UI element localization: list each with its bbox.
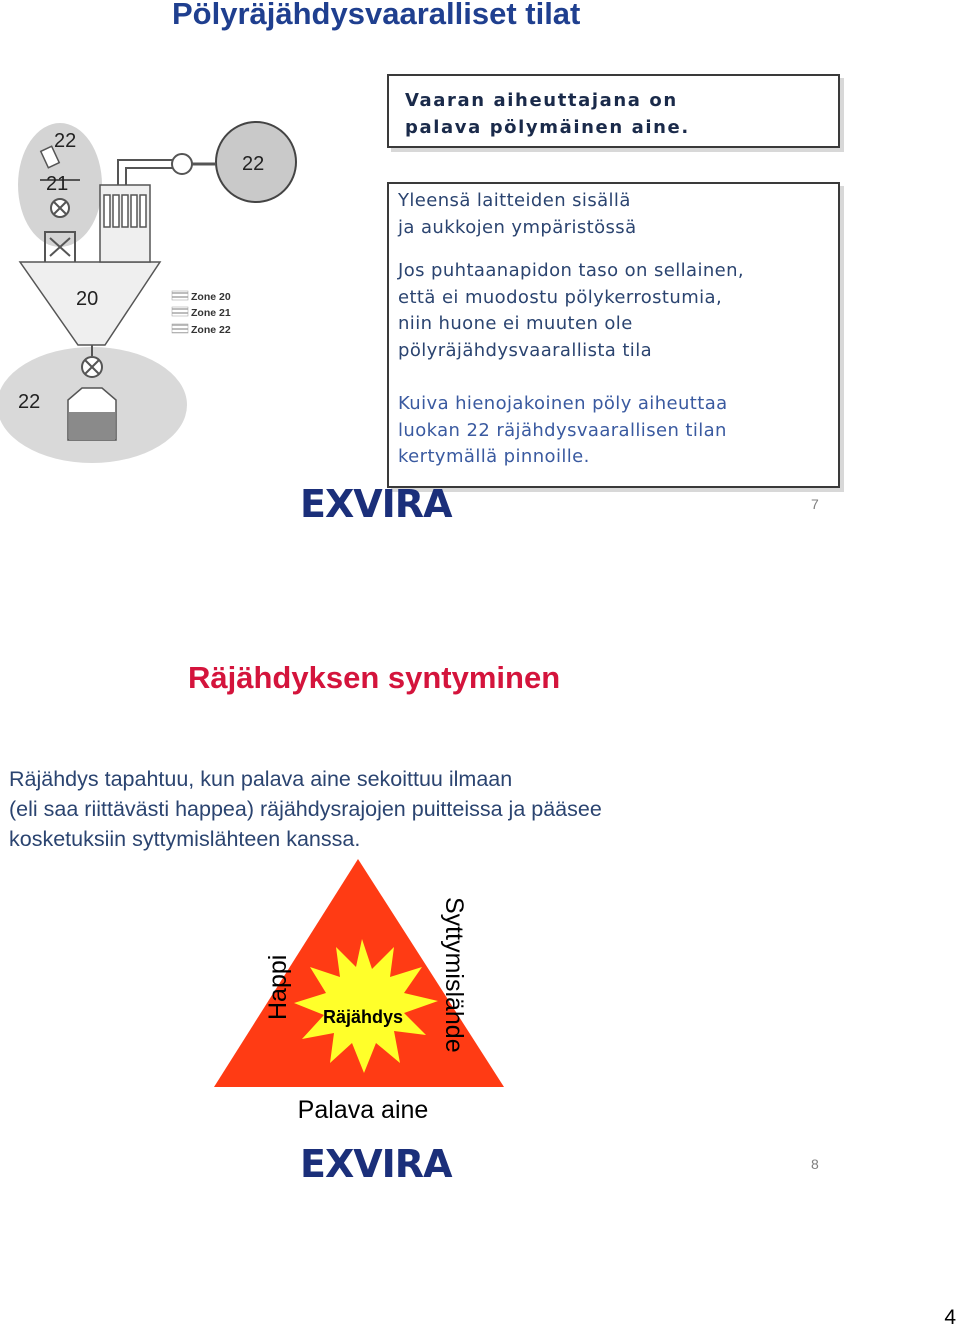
side-label-syttymislahde: Syttymislähde: [440, 897, 468, 1053]
slide7-title: Pölyräjähdysvaaralliset tilat: [172, 0, 581, 31]
legend-zone20: Zone 20: [191, 291, 231, 303]
legend-zone22: Zone 22: [191, 324, 231, 336]
exvira-logo: EXVIRA: [300, 482, 452, 526]
page-number-8: 8: [811, 1156, 819, 1172]
legend-zone21: Zone 21: [191, 307, 231, 319]
info-paragraph-2: Jos puhtaanapidon taso on sellainen, että ei muodostu pölykerrostumia, niin huone ei muuten ole pölyräjähdysvaarallista tila: [398, 260, 745, 361]
slide8-title: Räjähdyksen syntyminen: [188, 660, 561, 695]
legend-swatch-zone21: [172, 307, 188, 316]
legend-swatch-zone20: [172, 291, 188, 300]
explosion-paragraph: Räjähdys tapahtuu, kun palava aine sekoittuu ilmaan (eli saa riittävästi happea) räjähdysrajojen puitteissa ja pääsee kosketuksiin syttymislähteen kanssa.: [9, 767, 602, 851]
exvira-logo-2: EXVIRA: [300, 1142, 452, 1186]
dust-fill: [69, 412, 115, 440]
info-paragraph-3: Kuiva hienojakoinen pöly aiheuttaa luokan 22 räjähdysvaarallisen tilan kertymällä pinnoille.: [398, 393, 728, 467]
info-paragraph-1: Yleensä laitteiden sisällä ja aukkojen ympäristössä: [398, 190, 637, 238]
base-label-palava-aine: Palava aine: [297, 1096, 429, 1124]
label-22-top: 22: [54, 130, 77, 152]
fire-triangle-diagram: [210, 855, 520, 1135]
sheet-number: 4: [944, 1306, 956, 1329]
label-22-floor: 22: [18, 391, 41, 413]
page-number-7: 7: [811, 496, 819, 512]
side-label-happi: Happi: [264, 954, 292, 1020]
dust-zone-diagram: [0, 100, 385, 470]
legend-swatch-zone22: [172, 324, 188, 333]
label-21: 21: [46, 173, 69, 195]
label-20: 20: [76, 288, 99, 310]
hazard-source-heading: Vaaran aiheuttajana on palava pölymäinen aine.: [405, 90, 690, 138]
label-22-circle: 22: [242, 153, 265, 175]
center-label-rajahdys: Räjähdys: [322, 1007, 404, 1027]
